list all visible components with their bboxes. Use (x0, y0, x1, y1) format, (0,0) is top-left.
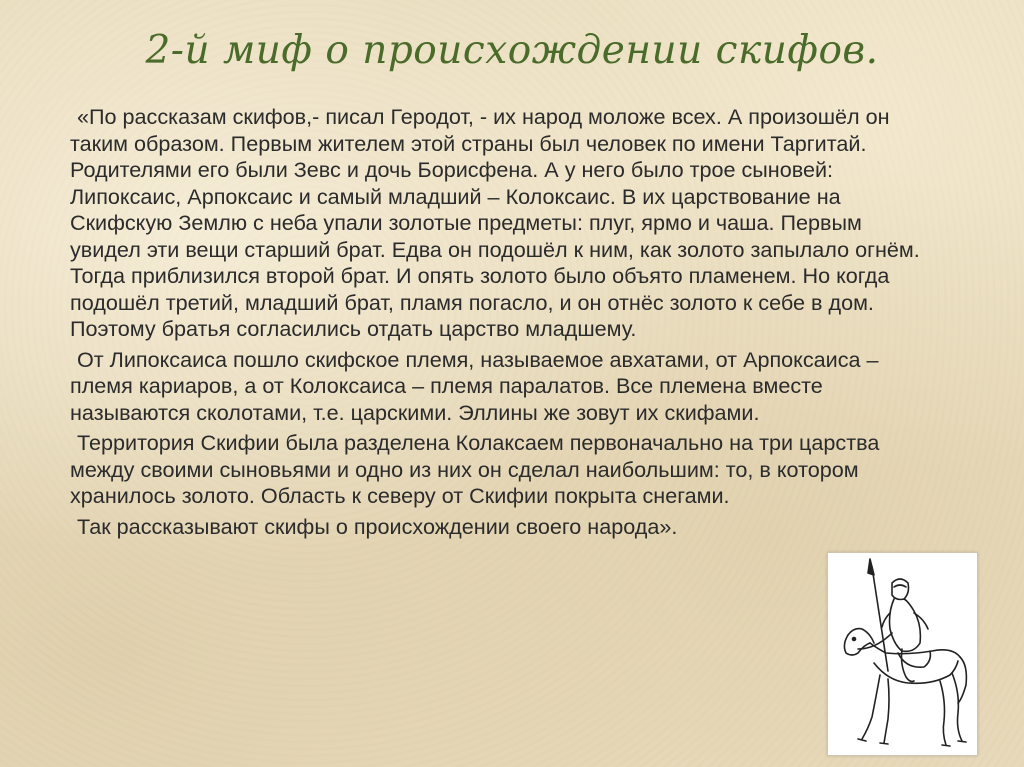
text-line: таким образом. Первым жителем этой страны был человек по имени Таргитай. (70, 130, 867, 156)
text-line: Так рассказывают скифы о происхождении своего народа». (77, 513, 678, 539)
text-line: между своими сыновьями и одно из них он сделал наибольшим: то, в котором (70, 456, 859, 482)
text-line: Скифскую Землю с неба упали золотые предметы: плуг, ярмо и чаша. Первым (70, 210, 862, 235)
text-line: называются сколотами, т.е. царскими. Эллины же зовут их скифами. (70, 399, 760, 425)
text-line: племя кариаров, а от Колоксаиса – племя паралатов. Все племена вместе (70, 373, 823, 398)
text-line: хранилось золото. Область к северу от Скифии покрыта снегами. (70, 483, 730, 508)
text-line: Родителями его были Зевс и дочь Борисфена. А у него было трое сыновей: (70, 157, 834, 182)
body-text (63, 104, 983, 544)
paragraph-4 (63, 514, 983, 541)
text-line: От Липоксаиса пошло скифское племя, называемое авхатами, от Арпоксаиса – (77, 346, 879, 372)
scythian-horseman-icon (828, 553, 977, 755)
text-line: Тогда приблизился второй брат. И опять золото было объято пламенем. Но когда (70, 263, 890, 288)
slide-title: 2-й миф о происхождении скифов. (145, 28, 879, 73)
text-line: Территория Скифии была разделена Колаксаем первоначально на три царства (77, 430, 880, 455)
paragraph-3 (63, 430, 983, 510)
text-line: Липоксаис, Арпоксаис и самый младший – Колоксаис. В их царствование на (70, 183, 841, 209)
text-line: Поэтому братья согласились отдать царство младшему. (70, 316, 637, 341)
scythian-horseman-illustration (827, 552, 978, 756)
paragraph-1 (63, 104, 983, 343)
text-line: увидел эти вещи старший брат. Едва он подошёл к ним, как золото запылало огнём. (70, 236, 920, 262)
text-line: «По рассказам скифов,- писал Геродот, - их народ моложе всех. А произошёл он (77, 104, 890, 129)
text-line: подошёл третий, младший брат, пламя погасло, и он отнёс золото к себе в дом. (70, 289, 874, 315)
paragraph-2 (63, 347, 983, 427)
